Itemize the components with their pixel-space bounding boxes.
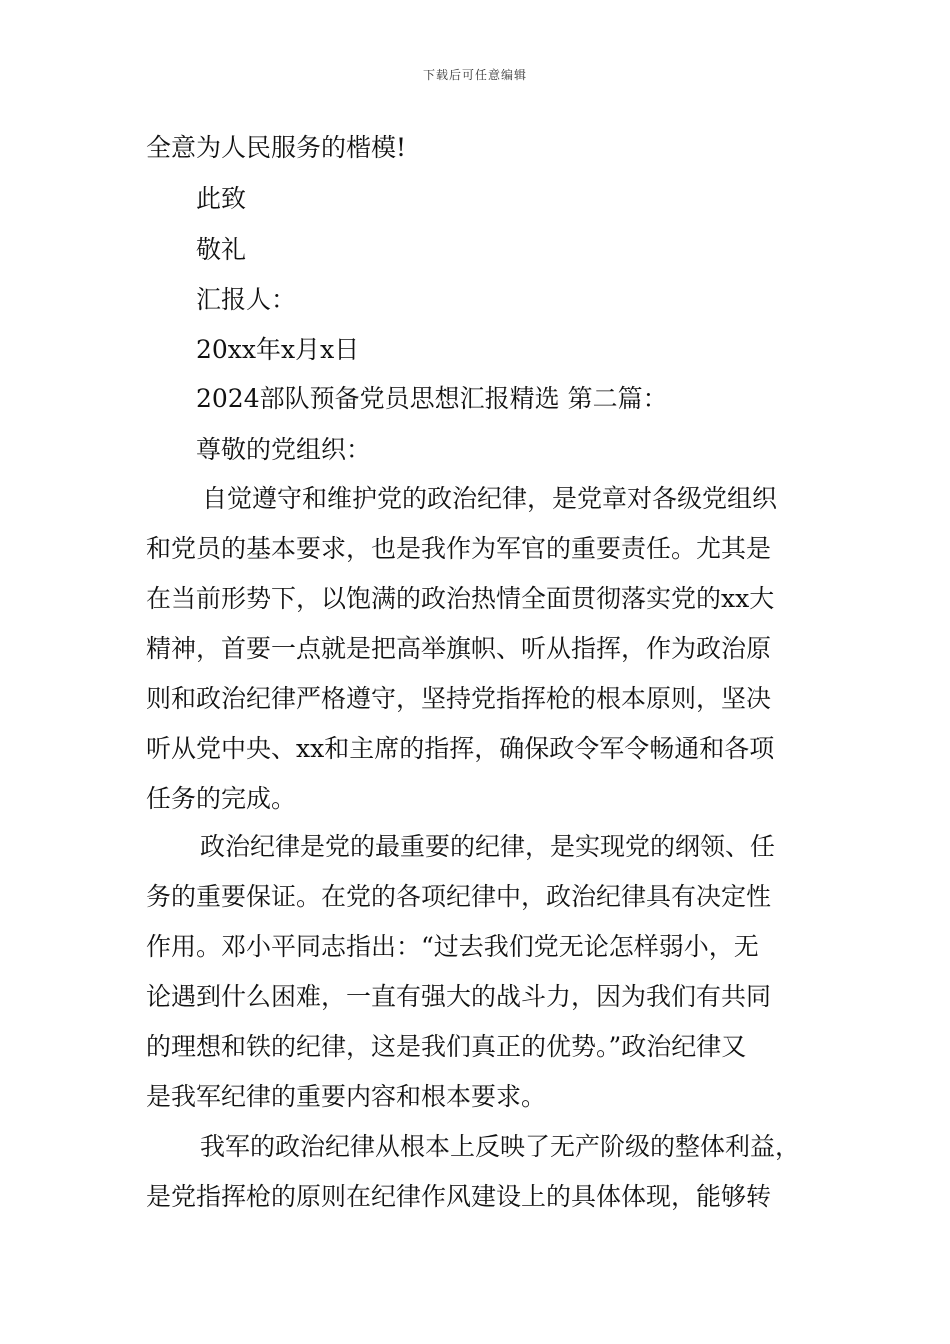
text-line: 全意为人民服务的楷模! xyxy=(146,133,407,162)
paragraph-line: 自觉遵守和维护党的政治纪律，是党章对各级党组织 xyxy=(202,484,778,513)
paragraph-line: 是党指挥枪的原则在纪律作风建设上的具体体现，能够转 xyxy=(146,1182,772,1211)
section-title: 2024部队预备党员思想汇报精选 第二篇： xyxy=(196,384,668,413)
paragraph-line: 政治纪律是党的最重要的纪律，是实现党的纲领、任 xyxy=(200,832,776,861)
page-header-note: 下载后可任意编辑 xyxy=(422,68,527,82)
paragraph-line: 我军的政治纪律从根本上反映了无产阶级的整体利益， xyxy=(200,1132,801,1161)
date-line: 20xx年x月x日 xyxy=(196,335,360,364)
paragraph-line: 论遇到什么困难，一直有强大的战斗力，因为我们有共同 xyxy=(146,982,772,1011)
salutation-line: 此致 xyxy=(196,184,247,213)
paragraph-line: 精神，首要一点就是把高举旗帜、听从指挥，作为政治原 xyxy=(146,634,772,663)
paragraph-line: 听从党中央、xx和主席的指挥，确保政令军令畅通和各项 xyxy=(146,734,775,763)
reporter-label: 汇报人： xyxy=(196,285,297,314)
paragraph-line: 的理想和铁的纪律，这是我们真正的优势。”政治纪律又 xyxy=(146,1032,747,1061)
paragraph-line: 和党员的基本要求，也是我作为军官的重要责任。尤其是 xyxy=(146,534,772,563)
paragraph-line: 在当前形势下，以饱满的政治热情全面贯彻落实党的xx大 xyxy=(146,584,775,613)
paragraph-line: 务的重要保证。在党的各项纪律中，政治纪律具有决定性 xyxy=(146,882,772,911)
greeting-line: 尊敬的党组织： xyxy=(196,435,372,464)
paragraph-line: 是我军纪律的重要内容和根本要求。 xyxy=(146,1082,547,1111)
paragraph-line: 则和政治纪律严格遵守，坚持党指挥枪的根本原则，坚决 xyxy=(146,684,772,713)
paragraph-line: 作用。邓小平同志指出：“过去我们党无论怎样弱小，无 xyxy=(146,932,759,961)
paragraph-line: 任务的完成。 xyxy=(146,784,297,813)
salutation-line: 敬礼 xyxy=(196,235,247,264)
